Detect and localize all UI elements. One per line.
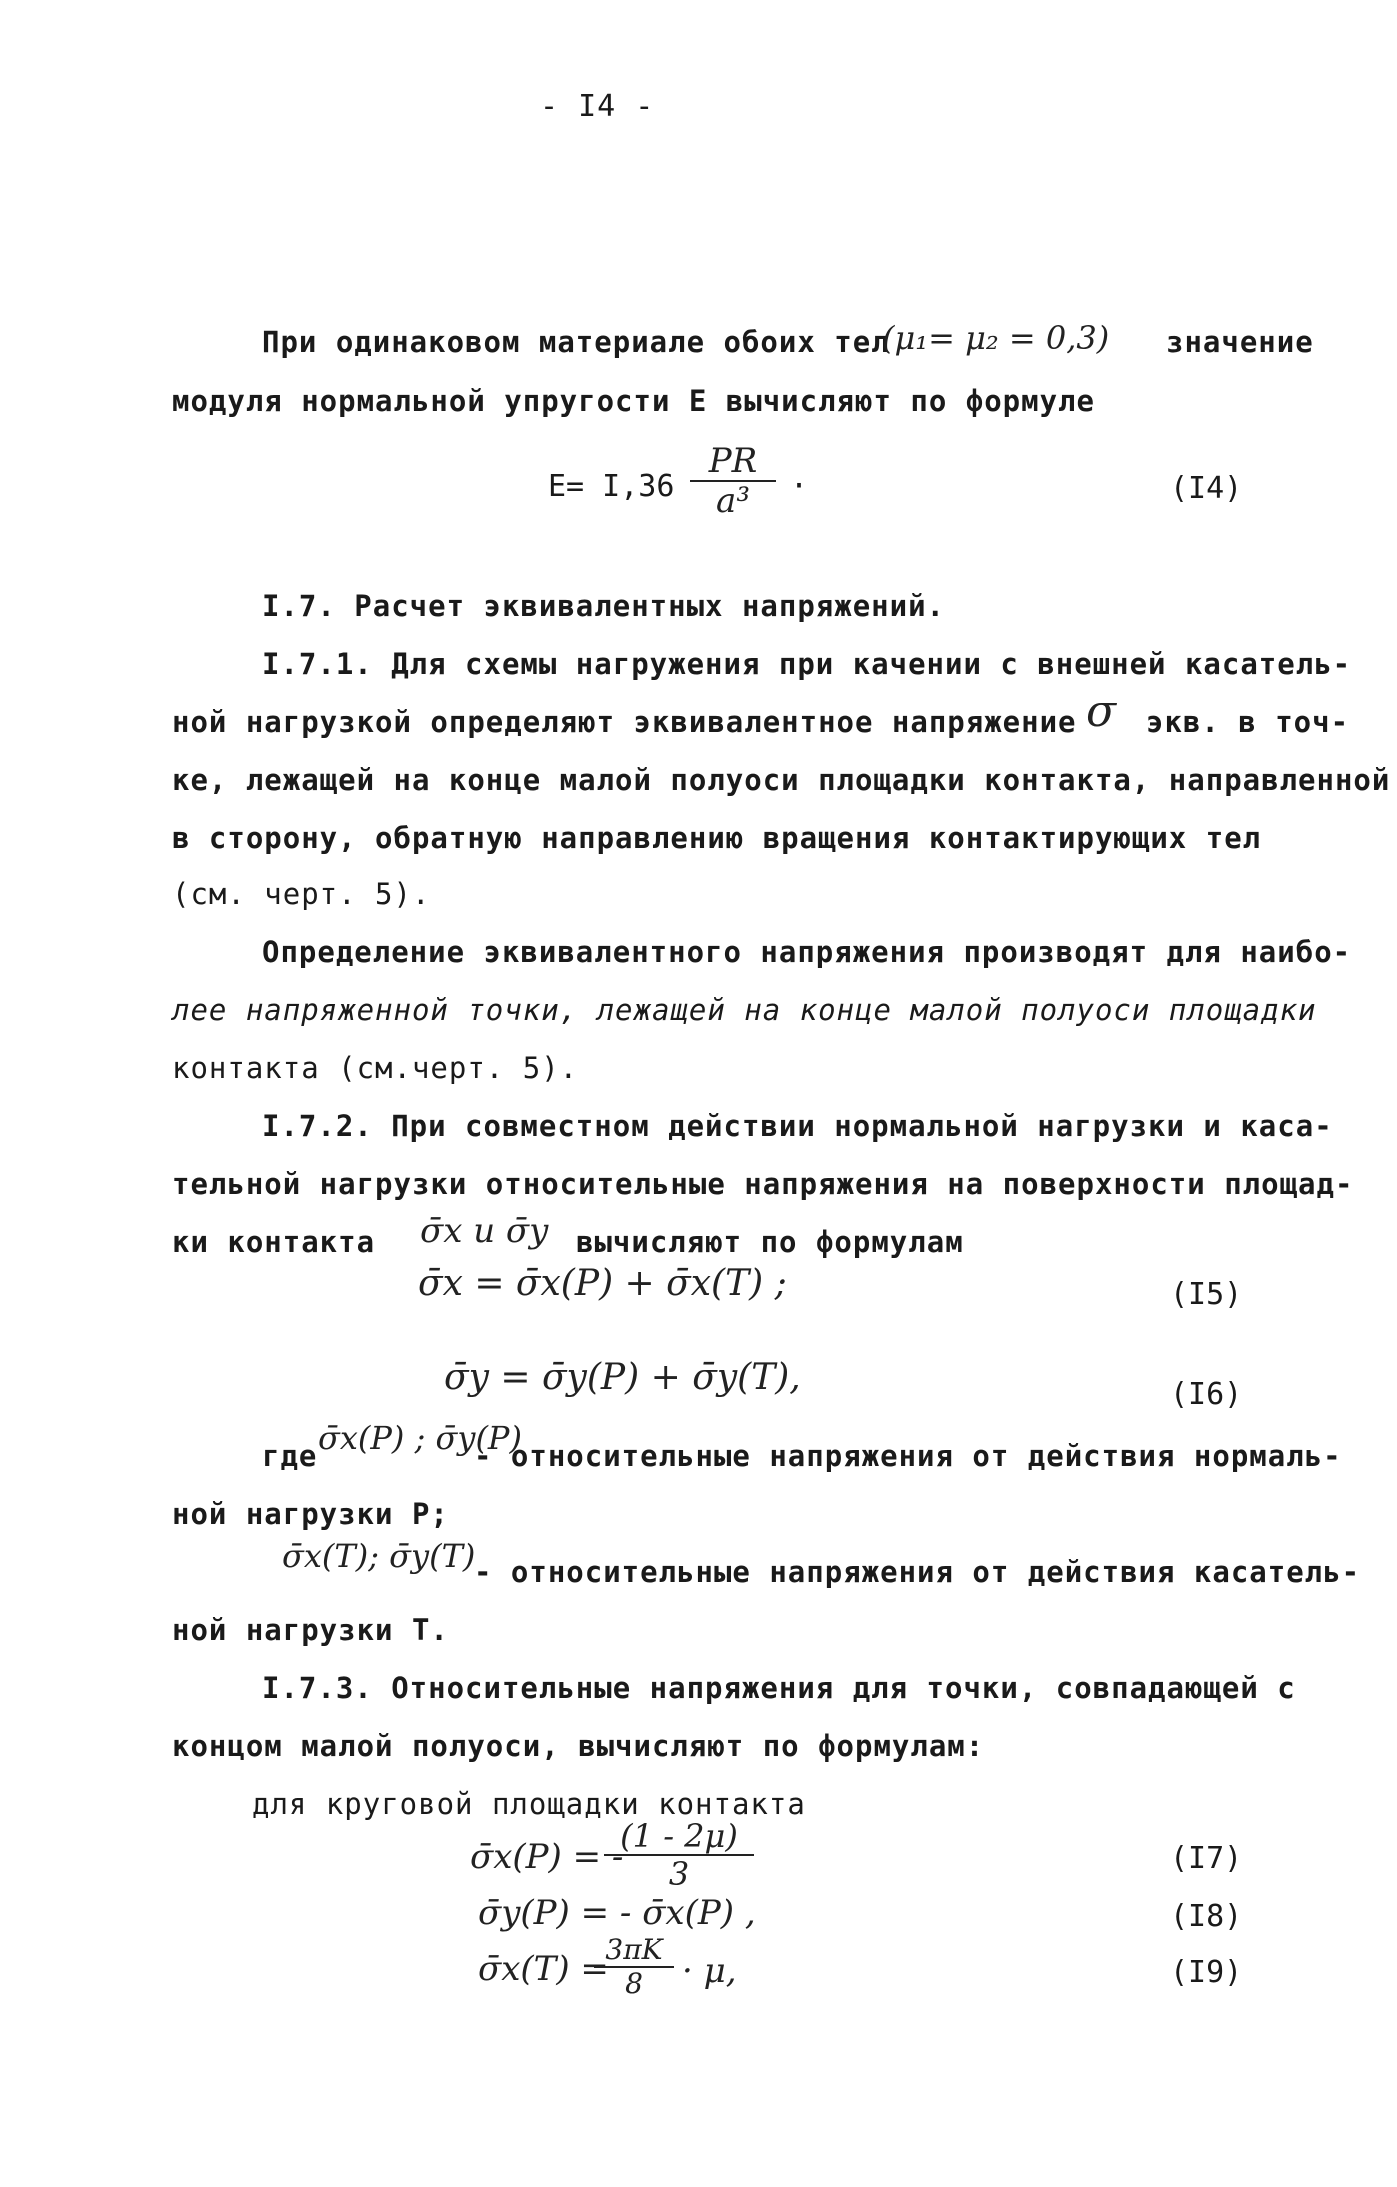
equation-dot: ·	[790, 469, 809, 504]
text-line: При одинаковом материале обоих тел	[262, 325, 890, 359]
text-line: контакта (см.черт. 5).	[172, 1051, 579, 1085]
text-line: где	[262, 1439, 318, 1473]
fraction-numerator: PR	[708, 441, 758, 481]
text-line: лее напряженной точки, лежащей на конце малой полуоси площадки	[172, 993, 1317, 1027]
text-line: - относительные напряжения от действия касатель-	[474, 1555, 1361, 1589]
equation-label: (I7)	[1170, 1841, 1243, 1876]
page-number: - I4 -	[540, 89, 655, 124]
equation-16: σ̄y = σ̄y(P) + σ̄y(T),	[444, 1357, 801, 1398]
text-line: Определение эквивалентного напряжения производят для наибо-	[262, 935, 1352, 969]
handwritten-formula: (μ₁= μ₂ = 0,3)	[882, 319, 1110, 357]
fraction-numerator: (1 - 2μ)	[620, 1817, 738, 1855]
equation-19-fraction	[594, 1933, 674, 2000]
text-line: - относительные напряжения от действия нормаль-	[474, 1439, 1342, 1473]
equation-label: (I5)	[1170, 1277, 1243, 1312]
fraction-denominator: a³	[716, 481, 750, 521]
handwritten-symbols: σ̄x и σ̄y	[420, 1211, 549, 1251]
text-line: ной нагрузки P;	[172, 1497, 449, 1531]
text-line: значение	[1166, 325, 1314, 359]
equation-label: (I8)	[1170, 1899, 1243, 1934]
text-line: для круговой площадки контакта	[252, 1787, 806, 1821]
equation-15: σ̄x = σ̄x(P) + σ̄x(T) ;	[418, 1263, 787, 1304]
equation-17-lhs: σ̄x(P) = -	[470, 1837, 624, 1877]
text-line: тельной нагрузки относительные напряжения на поверхности площад-	[172, 1167, 1354, 1201]
fraction-denominator: 3	[668, 1855, 690, 1893]
text-line: модуля нормальной упругости E вычисляют по формуле	[172, 384, 1095, 418]
handwritten-symbols: σ̄x(T); σ̄y(T)	[282, 1537, 476, 1575]
text-line: концом малой полуоси, вычисляют по формулам:	[172, 1729, 985, 1763]
equation-19-lhs: σ̄x(T) =	[478, 1949, 609, 1989]
text-line: I.7.2. При совместном действии нормальной нагрузки и каса-	[262, 1109, 1333, 1143]
text-line: (см. черт. 5).	[172, 877, 431, 911]
text-line: в сторону, обратную направлению вращения контактирующих тел	[172, 821, 1262, 855]
equation-label: (I4)	[1170, 471, 1243, 506]
section-heading: I.7. Расчет эквивалентных напряжений.	[262, 589, 946, 623]
equation-label: (I6)	[1170, 1377, 1243, 1412]
fraction-denominator: 8	[625, 1967, 643, 2000]
equation-17-fraction	[604, 1817, 754, 1893]
equation-19-end: · μ,	[682, 1951, 737, 1991]
equation-18: σ̄y(P) = - σ̄x(P) ,	[478, 1893, 756, 1933]
fraction-numerator: 3πK	[605, 1933, 663, 1966]
text-line: вычисляют по формулам	[576, 1225, 964, 1259]
text-line: ной нагрузкой определяют эквивалентное напряжение	[172, 705, 1077, 739]
equation-14-left: E= I,36	[548, 469, 675, 504]
handwritten-symbols: σ̄x(P) ; σ̄y(P)	[318, 1419, 522, 1457]
text-line: ке, лежащей на конце малой полуоси площадки контакта, направленной	[172, 763, 1391, 797]
text-line: экв. в точ-	[1146, 705, 1350, 739]
equation-14-fraction	[690, 441, 776, 521]
sigma-symbol: σ	[1086, 686, 1117, 737]
text-line: ки контакта	[172, 1225, 376, 1259]
text-line: I.7.1. Для схемы нагружения при качении с внешней касатель-	[262, 647, 1352, 681]
equation-label: (I9)	[1170, 1955, 1243, 1990]
text-line: I.7.3. Относительные напряжения для точки, совпадающей с	[262, 1671, 1296, 1705]
text-line: ной нагрузки T.	[172, 1613, 449, 1647]
